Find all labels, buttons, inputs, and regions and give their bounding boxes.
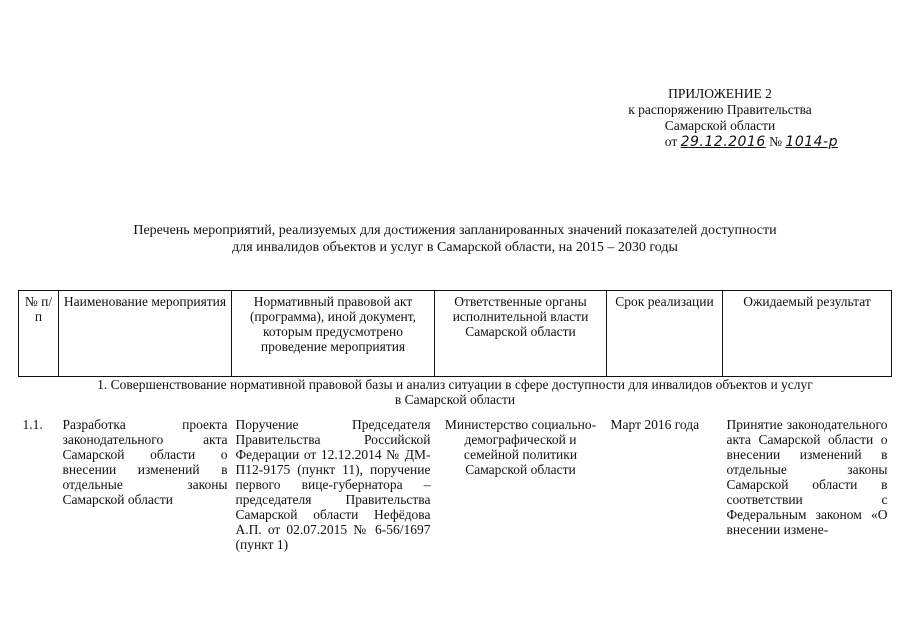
- column-header-result: Ожидаемый результат: [723, 291, 892, 377]
- annex-heading: ПРИЛОЖЕНИЕ 2: [668, 86, 772, 101]
- section-title-line: 1. Совершенствование нормативной правовой базы и анализ ситуации в сфере доступности для инвалидов объектов и услуг: [97, 377, 813, 392]
- title-line: Перечень мероприятий, реализуемых для достижения запланированных значений показателей доступности: [133, 223, 777, 238]
- section-title: [19, 377, 892, 418]
- cell-legal-act: Поручение Председателя Правительства Российской Федерации от 12.12.2014 № ДМ-П12-9175 (пункт 11), поручение первого вице-губернатора – председателя Правительства Самарской области Нефёдова А.П. от 02.07.2015 № 6-56/1697 (пункт 1): [235, 417, 431, 552]
- cell-measure-name: Разработка проекта законодательного акта Самарской области о внесении изменений в отдельные законы Самарской области: [62, 417, 228, 507]
- table-row: [19, 417, 892, 552]
- annex-line: к распоряжению Правительства: [628, 102, 812, 117]
- document-title: [60, 222, 850, 256]
- column-header-name: Наименование мероприятия: [59, 291, 232, 377]
- number-label: №: [769, 134, 783, 149]
- ordinance-number: 1014-р: [785, 134, 838, 150]
- cell-responsible-authority: Министерство социально-демографической и семейной политики Самарской области: [444, 417, 597, 477]
- column-header-term: Срок реализации: [607, 291, 723, 377]
- table-header-row: [19, 291, 892, 377]
- measures-table: [18, 290, 892, 552]
- from-label: от: [664, 134, 678, 149]
- section-title-line: в Самарской области: [394, 392, 516, 407]
- column-header-number: № п/п: [19, 291, 59, 377]
- section-row: [19, 377, 892, 418]
- cell-number: 1.1.: [22, 417, 43, 432]
- cell-expected-result: Принятие законодательного акта Самарской области о внесении изменений в отдельные законы Самарской области в соответствии с Федеральным законом «О внесении измене-: [726, 417, 888, 537]
- cell-term: Март 2016 года: [610, 417, 700, 432]
- ordinance-date: 29.12.2016: [680, 134, 766, 150]
- ordinance-reference: [600, 134, 840, 150]
- title-line: для инвалидов объектов и услуг в Самарской области, на 2015 – 2030 годы: [232, 240, 678, 255]
- annex-block: [600, 86, 840, 150]
- annex-line: Самарской области: [664, 118, 776, 133]
- column-header-authorities: Ответственные органы исполнительной власти Самарской области: [435, 291, 607, 377]
- column-header-act: Нормативный правовой акт (программа), иной документ, которым предусмотрено проведение мероприятия: [232, 291, 435, 377]
